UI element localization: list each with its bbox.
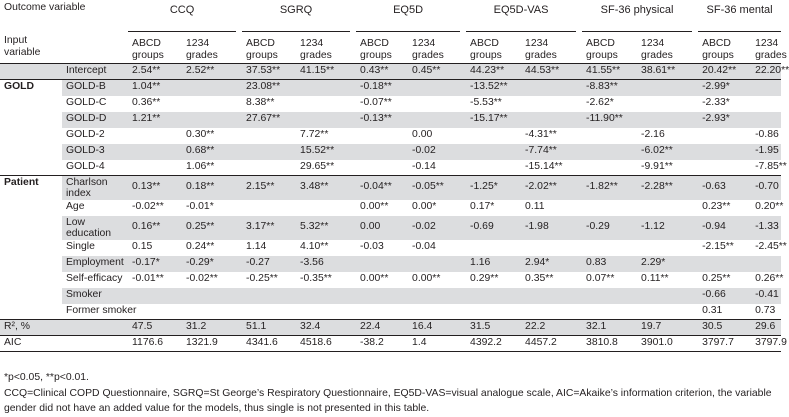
value-cell (242, 288, 296, 304)
value-cell: 3.48** (296, 176, 350, 200)
value-cell: -1.82** (582, 176, 637, 200)
value-cell (698, 144, 751, 160)
value-cell: 0.16** (128, 216, 182, 240)
value-cell (356, 288, 408, 304)
value-cell: 5.32** (296, 216, 350, 240)
value-cell: 1.16 (466, 256, 521, 272)
value-cell: 0.45** (408, 64, 460, 80)
value-cell: 23.08** (242, 80, 296, 96)
data-row-gold-4 (0, 160, 781, 176)
value-cell: -3.56 (296, 256, 350, 272)
value-cell: -1.33 (751, 216, 781, 240)
value-cell (521, 80, 576, 96)
value-cell (751, 112, 781, 128)
value-cell: -15.14** (525, 160, 563, 172)
value-cell (182, 96, 236, 112)
value-cell (296, 200, 350, 216)
value-cell (582, 128, 637, 144)
value-cell (751, 80, 781, 96)
value-cell: -0.41 (751, 288, 781, 304)
measure-header-sgrq: SGRQ (242, 0, 350, 32)
value-cell: 1.06** (186, 160, 215, 172)
value-cell: -2.28** (637, 176, 692, 200)
value-cell: -0.03 (360, 241, 384, 253)
value-cell (751, 256, 781, 272)
value-cell (582, 200, 637, 216)
value-cell: 29.6 (751, 320, 781, 336)
value-cell: 22.4 (356, 320, 408, 336)
value-cell: 4341.6 (242, 336, 296, 352)
value-cell: 0.29** (470, 273, 499, 285)
value-cell: -6.02** (637, 144, 692, 160)
value-cell: 2.15** (242, 176, 296, 200)
value-cell: 16.4 (408, 320, 460, 336)
value-cell: -2.93* (698, 112, 751, 128)
value-cell: -0.27 (242, 256, 296, 272)
row-label: GOLD-B (62, 80, 128, 96)
row-label: GOLD-2 (66, 129, 105, 141)
value-cell: 0.43** (356, 64, 408, 80)
value-cell: -2.99* (698, 80, 751, 96)
value-cell (466, 160, 521, 176)
value-cell: 41.55** (582, 64, 637, 80)
value-cell (356, 304, 408, 320)
abbreviations-note-line1: CCQ=Clinical COPD Questionnaire, SGRQ=St George’s Respiratory Questionnaire, EQ5D-VAS=visual analogue scale, AIC=Akaike’s information criterion, the variable (4, 387, 772, 399)
value-cell: -0.94 (698, 216, 751, 240)
value-cell (182, 80, 236, 96)
value-cell: -0.02 (408, 144, 460, 160)
value-cell: 31.5 (466, 320, 521, 336)
value-cell: 0.17* (470, 201, 495, 213)
subheader-1234-grades: 1234 grades (641, 38, 673, 61)
value-cell: 0.20** (755, 201, 784, 213)
subheader-abcd-groups: ABCD groups (246, 38, 278, 61)
subheader-abcd-groups: ABCD groups (360, 38, 392, 61)
data-row-employment (0, 256, 781, 272)
value-cell: 32.4 (296, 320, 350, 336)
value-cell: 2.52** (182, 64, 236, 80)
value-cell (466, 128, 521, 144)
value-cell (637, 80, 692, 96)
subheader-abcd-groups: ABCD groups (586, 38, 618, 61)
indent (54, 64, 62, 80)
value-cell: 1.21** (128, 112, 182, 128)
value-cell: -0.01* (186, 201, 214, 213)
value-cell (356, 128, 408, 144)
value-cell: 4518.6 (296, 336, 350, 352)
data-row-single (0, 240, 781, 256)
row-label: Single (66, 241, 95, 253)
value-cell: 0.25** (182, 216, 236, 240)
value-cell (408, 80, 460, 96)
value-cell: 0.00** (360, 201, 389, 213)
value-cell: 3901.0 (637, 336, 692, 352)
value-cell (466, 304, 521, 320)
row-label: Employment (62, 256, 128, 272)
row-label: Smoker (62, 288, 128, 304)
value-cell: -9.91** (641, 160, 673, 172)
value-cell: 0.13** (128, 176, 182, 200)
value-cell: 0.73 (755, 304, 776, 316)
row-label: Charlson index (62, 176, 128, 200)
value-cell: -0.13** (356, 112, 408, 128)
table-footnotes (0, 370, 785, 417)
value-cell: 0.68** (182, 144, 236, 160)
value-cell: 1.14 (246, 241, 267, 253)
value-cell: 44.53** (521, 64, 576, 80)
value-cell (408, 96, 460, 112)
row-label: GOLD-D (62, 112, 128, 128)
value-cell (296, 96, 350, 112)
data-row-self-efficacy (0, 272, 781, 288)
value-cell: 47.5 (128, 320, 182, 336)
value-cell: -2.45** (755, 241, 787, 253)
value-cell: -2.62* (586, 97, 614, 109)
value-cell: 15.52** (296, 144, 350, 160)
data-row-smoker (0, 288, 781, 304)
measure-header-eq5d: EQ5D (356, 0, 460, 32)
value-cell: 0.31 (702, 304, 723, 316)
value-cell: -0.66 (698, 288, 751, 304)
value-cell (296, 288, 350, 304)
value-cell: -0.29 (582, 216, 637, 240)
aic-row (0, 336, 781, 352)
value-cell (637, 112, 692, 128)
value-cell (182, 304, 236, 320)
value-cell: 3797.7 (698, 336, 751, 352)
value-cell (521, 304, 576, 320)
value-cell (637, 304, 692, 320)
subheader-gap (62, 32, 128, 64)
subheader-1234-grades: 1234 grades (186, 38, 218, 61)
value-cell: 31.2 (182, 320, 236, 336)
data-row-gold-2 (0, 128, 781, 144)
row-label: Self-efficacy (66, 273, 123, 285)
value-cell: 29.65** (300, 160, 335, 172)
measure-header-sf-36-physical: SF-36 physical (582, 0, 692, 32)
value-cell (521, 240, 576, 256)
value-cell: 32.1 (582, 320, 637, 336)
value-cell: 0.35** (525, 273, 554, 285)
value-cell: 1321.9 (182, 336, 236, 352)
value-cell (296, 304, 350, 320)
value-cell: 2.29* (637, 256, 692, 272)
value-cell (128, 288, 182, 304)
value-cell (637, 200, 692, 216)
value-cell: -0.05** (408, 176, 460, 200)
r-squared-label: R², % (0, 320, 128, 336)
value-cell: -0.69 (466, 216, 521, 240)
row-label: Low education (62, 216, 128, 240)
row-label: Intercept (62, 64, 128, 80)
subheader-abcd-groups: ABCD groups (132, 38, 164, 61)
value-cell: -1.12 (637, 216, 692, 240)
value-cell: 2.54** (128, 64, 182, 80)
value-cell: -0.35** (300, 273, 332, 285)
value-cell (466, 144, 521, 160)
value-cell: 0.00* (412, 201, 437, 213)
value-cell: 3797.9 (751, 336, 781, 352)
value-cell: 0.18** (182, 176, 236, 200)
measure-header-eq5d-vas: EQ5D-VAS (466, 0, 576, 32)
value-cell (466, 288, 521, 304)
value-cell (296, 112, 350, 128)
value-cell (521, 112, 576, 128)
value-cell (408, 304, 460, 320)
value-cell: 38.61** (637, 64, 692, 80)
value-cell: -1.98 (521, 216, 576, 240)
measure-header-ccq: CCQ (128, 0, 236, 32)
value-cell: -2.16 (641, 129, 665, 141)
data-row-gold-b (0, 80, 781, 96)
value-cell: 0.36** (132, 97, 161, 109)
abbreviations-note-line2: gender did not have an added value for the models, thus single is not presented in this table. (4, 403, 430, 414)
value-cell: -15.17** (466, 112, 521, 128)
subheader-1234-grades: 1234 grades (525, 38, 557, 61)
value-cell: 1.04** (128, 80, 182, 96)
value-cell (296, 80, 350, 96)
value-cell (356, 256, 408, 272)
measure-header-sf-36-mental: SF-36 mental (698, 0, 781, 32)
group-label-patient: Patient (0, 176, 62, 320)
value-cell: -2.33* (702, 97, 730, 109)
value-cell: 19.7 (637, 320, 692, 336)
value-cell: -0.25** (246, 273, 278, 285)
value-cell (128, 144, 182, 160)
value-cell (751, 96, 781, 112)
value-cell: -4.31** (525, 129, 557, 141)
value-cell: 0.24** (186, 241, 215, 253)
value-cell (637, 96, 692, 112)
value-cell: -0.29* (182, 256, 236, 272)
value-cell: 22.2 (521, 320, 576, 336)
value-cell: 0.00** (360, 273, 389, 285)
value-cell: 0.11 (525, 201, 545, 213)
value-cell (582, 288, 637, 304)
data-row-gold-c (0, 96, 781, 112)
value-cell (408, 288, 460, 304)
value-cell (408, 112, 460, 128)
subheader-abcd-groups: ABCD groups (470, 38, 502, 61)
value-cell: 51.1 (242, 320, 296, 336)
value-cell: -0.14 (412, 160, 436, 172)
value-cell: 27.67** (242, 112, 296, 128)
data-row-gold-d (0, 112, 781, 128)
value-cell: -2.02** (521, 176, 576, 200)
row-label: GOLD-3 (62, 144, 128, 160)
value-cell: -0.02 (408, 216, 460, 240)
value-cell: 1176.6 (128, 336, 182, 352)
value-cell (521, 96, 576, 112)
value-cell (521, 288, 576, 304)
value-cell: -0.02** (186, 273, 218, 285)
intercept-row (0, 64, 781, 80)
header-row-measures (0, 0, 781, 32)
value-cell: -0.70 (751, 176, 781, 200)
group-empty (0, 64, 54, 80)
value-cell: 20.42** (698, 64, 751, 80)
value-cell: -8.83** (582, 80, 637, 96)
value-cell: -0.18** (356, 80, 408, 96)
value-cell: 0.00** (412, 273, 441, 285)
subheader-abcd-groups: ABCD groups (702, 38, 734, 61)
input-variable-label: Input variable (4, 35, 41, 59)
value-cell: 0.30** (186, 129, 215, 141)
value-cell: -5.53** (470, 97, 502, 109)
value-cell (242, 304, 296, 320)
value-cell (582, 240, 637, 256)
value-cell: 0.15 (132, 241, 153, 253)
row-label: Former smoker (66, 304, 137, 316)
value-cell: 0.23** (702, 201, 731, 213)
value-cell (698, 128, 751, 144)
value-cell: -38.2 (356, 336, 408, 352)
value-cell: -7.85** (755, 160, 787, 172)
value-cell: -2.15** (702, 241, 734, 253)
subheader-1234-grades: 1234 grades (755, 38, 787, 61)
value-cell: 44.23** (466, 64, 521, 80)
value-cell: 0.00 (356, 216, 408, 240)
value-cell: -0.02** (132, 201, 164, 213)
value-cell (356, 160, 408, 176)
value-cell: 3810.8 (582, 336, 637, 352)
data-row-gold-3 (0, 144, 781, 160)
data-row-former-smoker (0, 304, 781, 320)
row-label: GOLD-4 (66, 160, 105, 172)
significance-note: *p<0.05, **p<0.01. (4, 372, 89, 383)
value-cell (242, 200, 296, 216)
value-cell: 2.94* (521, 256, 576, 272)
value-cell: -1.25* (466, 176, 521, 200)
value-cell: -0.17* (128, 256, 182, 272)
value-cell: 41.15** (296, 64, 350, 80)
r-squared-row (0, 320, 781, 336)
value-cell: 4392.2 (466, 336, 521, 352)
value-cell (242, 128, 296, 144)
value-cell: 4457.2 (521, 336, 576, 352)
value-cell: 0.00 (412, 129, 433, 141)
data-row-low-education (0, 216, 781, 240)
value-cell (128, 128, 182, 144)
subheader-1234-grades: 1234 grades (300, 38, 332, 61)
value-cell: -13.52** (466, 80, 521, 96)
value-cell (466, 240, 521, 256)
value-cell (698, 160, 751, 176)
value-cell (242, 144, 296, 160)
value-cell (182, 288, 236, 304)
value-cell (128, 160, 182, 176)
value-cell (408, 256, 460, 272)
value-cell: -0.04 (412, 241, 436, 253)
value-cell: 22.20** (751, 64, 781, 80)
group-label-gold: GOLD (0, 80, 62, 176)
value-cell: 7.72** (300, 129, 329, 141)
value-cell (582, 144, 637, 160)
value-cell (242, 160, 296, 176)
row-label: Age (66, 201, 85, 213)
value-cell (637, 240, 692, 256)
value-cell: -11.90** (582, 112, 637, 128)
value-cell: -0.86 (755, 129, 779, 141)
value-cell: 0.26** (755, 273, 784, 285)
value-cell: -0.07** (360, 97, 392, 109)
aic-label: AIC (0, 336, 128, 352)
value-cell (698, 256, 751, 272)
subheader-1234-grades: 1234 grades (412, 38, 444, 61)
data-row-charlson-index (0, 176, 781, 200)
value-cell: 1.4 (408, 336, 460, 352)
header-row-subgroups (0, 32, 781, 64)
value-cell: 4.10** (300, 241, 329, 253)
value-cell (582, 160, 637, 176)
value-cell: -0.01** (132, 273, 164, 285)
value-cell (582, 304, 637, 320)
value-cell: -0.63 (698, 176, 751, 200)
value-cell (182, 112, 236, 128)
data-row-age (0, 200, 781, 216)
value-cell: -0.04** (356, 176, 408, 200)
value-cell (637, 288, 692, 304)
value-cell: 3.17** (242, 216, 296, 240)
value-cell: 0.11** (641, 273, 669, 285)
value-cell: 30.5 (698, 320, 751, 336)
row-label: GOLD-C (66, 97, 107, 109)
value-cell: 0.07** (586, 273, 615, 285)
outcome-variable-label: Outcome variable (4, 2, 86, 13)
value-cell (356, 144, 408, 160)
value-cell: 8.38** (246, 97, 275, 109)
value-cell: 37.53** (242, 64, 296, 80)
value-cell: -1.95 (751, 144, 781, 160)
value-cell: 0.83 (582, 256, 637, 272)
value-cell (128, 304, 182, 320)
value-cell: 0.25** (702, 273, 731, 285)
value-cell: -7.74** (521, 144, 576, 160)
